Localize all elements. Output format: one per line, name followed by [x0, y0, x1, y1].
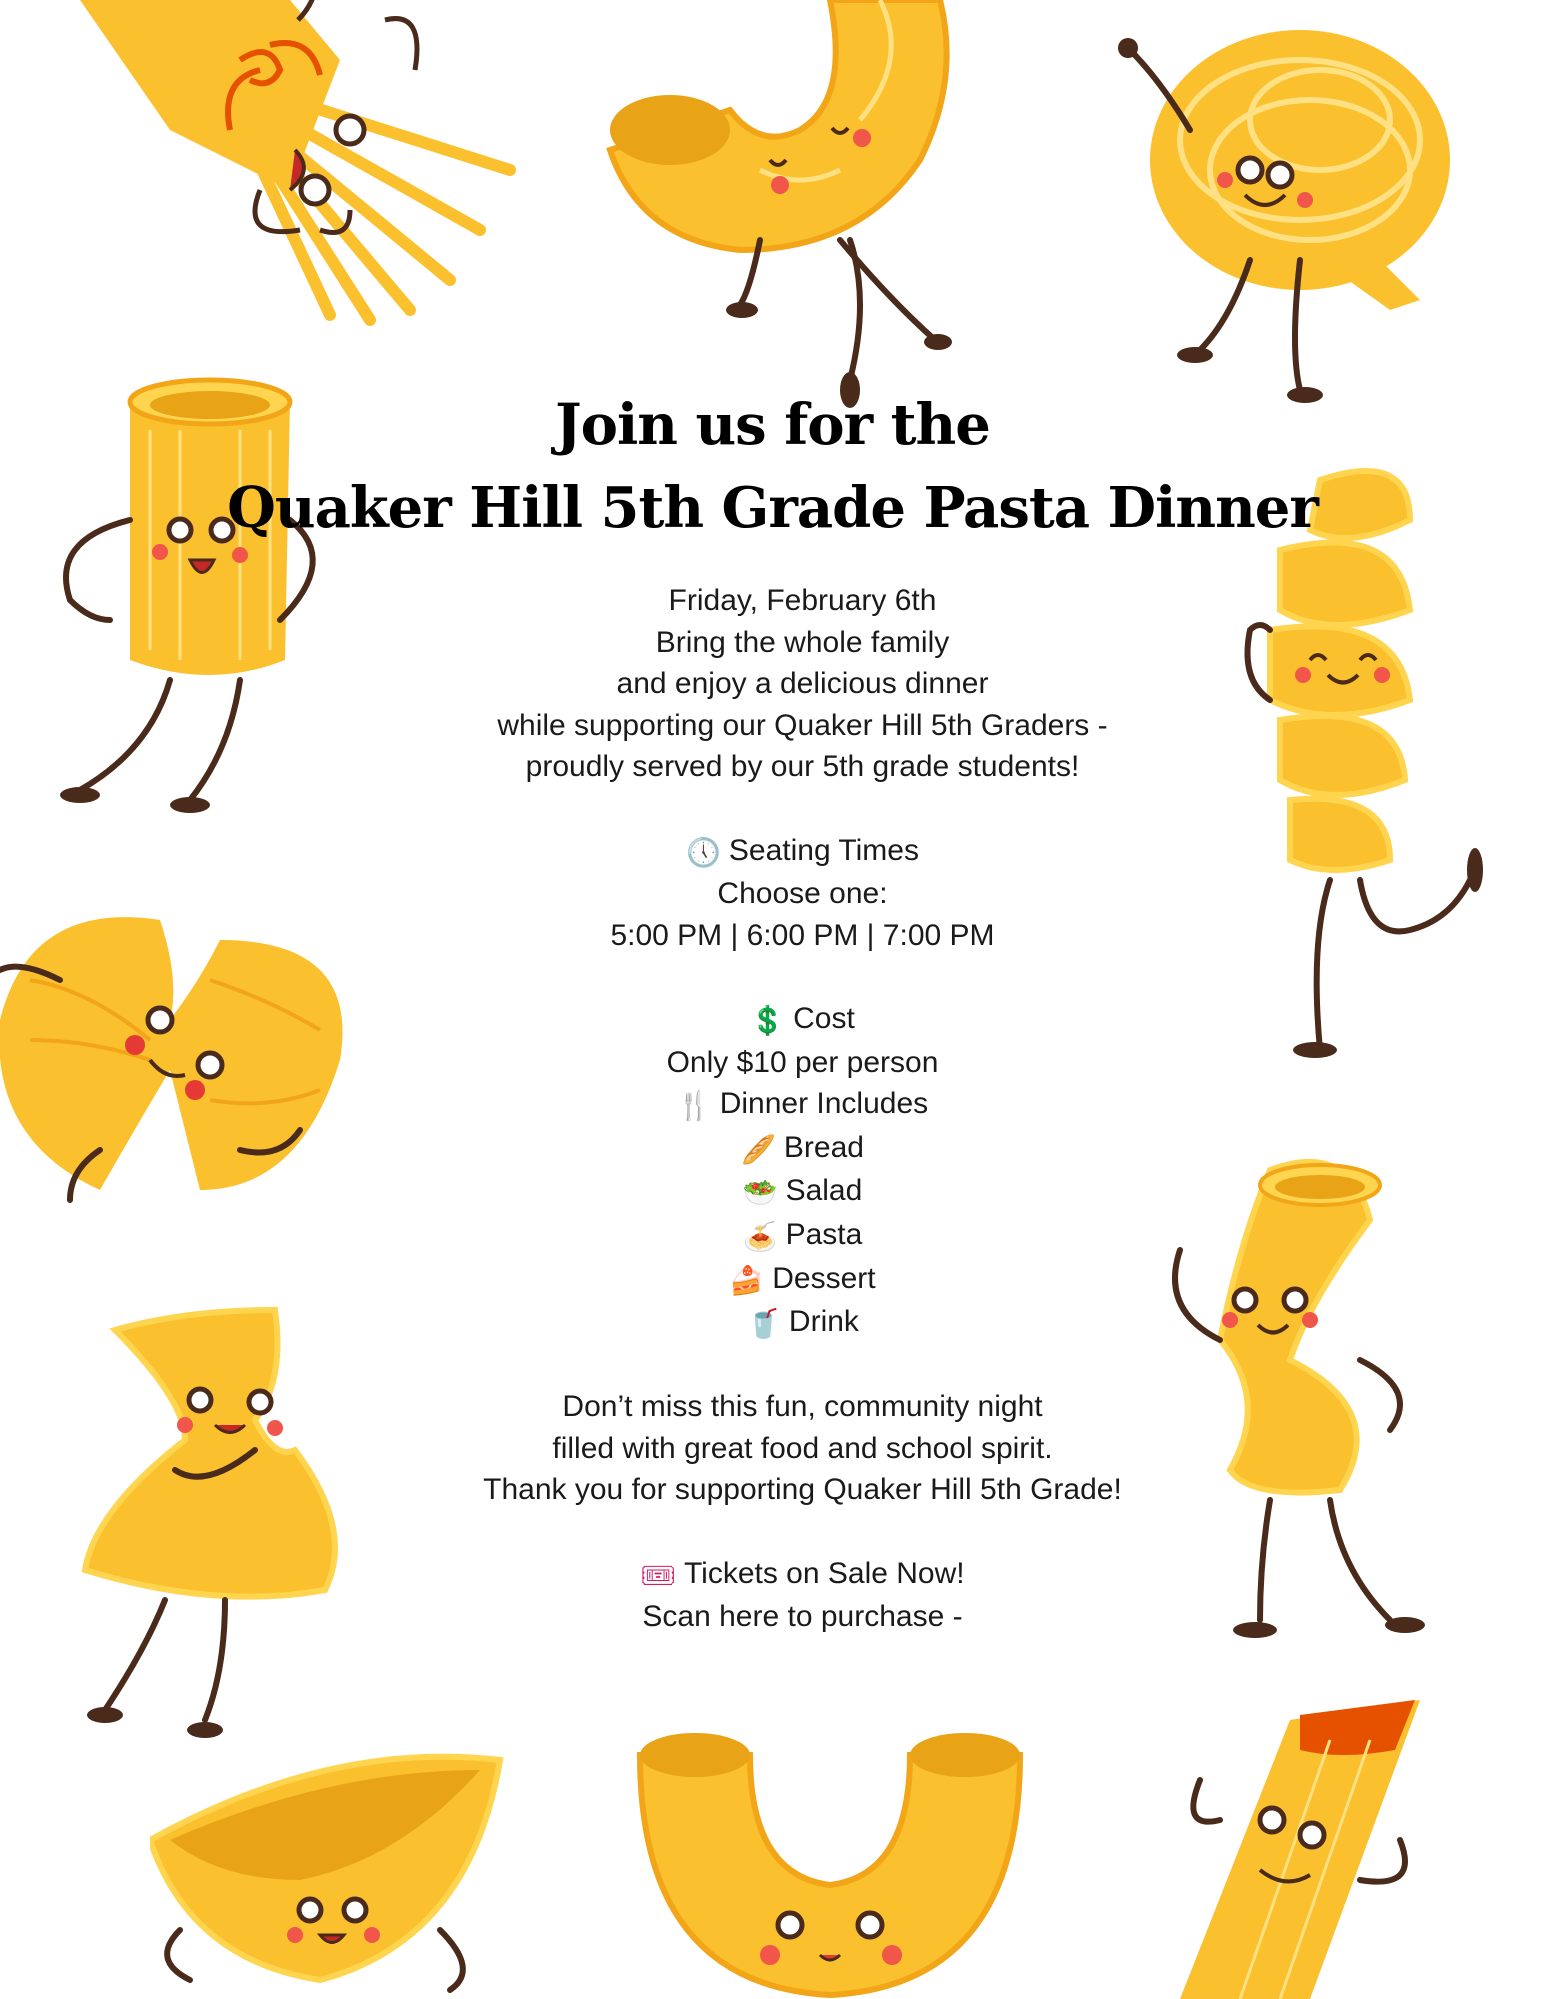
- closing-line-2: filled with great food and school spirit.: [552, 1431, 1053, 1465]
- closing-line-1: Don’t miss this fun, community night: [562, 1390, 1043, 1424]
- spaghetti-icon: 🍝: [742, 1220, 778, 1252]
- menu-item: 🥗 Salad: [0, 1170, 1545, 1214]
- event-date: Friday, February 6th: [668, 584, 937, 617]
- closing-line-3: Thank you for supporting Quaker Hill 5th Grade!: [483, 1473, 1122, 1507]
- tickets-heading: 🎟 Tickets on Sale Now!: [0, 1553, 1545, 1597]
- intro-line-3: and enjoy a delicious dinner: [616, 667, 989, 701]
- menu-heading: 🍴 Dinner Includes: [0, 1083, 1545, 1127]
- cup-icon: 🥤: [746, 1308, 781, 1340]
- salad-icon: 🥗: [742, 1177, 778, 1209]
- spacer: [0, 956, 1545, 998]
- tagliatelle-nest-illustration: [1100, 20, 1460, 410]
- clock-icon: 🕔: [686, 836, 721, 868]
- spaghetti-bundle-illustration: [40, 0, 530, 330]
- spacer: [0, 1511, 1545, 1553]
- spacer: [0, 1345, 1545, 1387]
- dollar-icon: 💲: [750, 1004, 786, 1036]
- intro-line-5: proudly served by our 5th grade students!: [525, 750, 1080, 784]
- menu-item: 🍰 Dessert: [0, 1258, 1545, 1302]
- cost-price: Only $10 per person: [666, 1045, 939, 1079]
- shell-pasta-illustration: [150, 1740, 510, 1999]
- horseshoe-macaroni-illustration: [630, 1715, 1030, 1999]
- baguette-icon: 🥖: [741, 1133, 776, 1165]
- intro-line-4: while supporting our Quaker Hill 5th Graders -: [497, 708, 1108, 742]
- penne-illustration: [1160, 1700, 1460, 1999]
- cake-icon: 🍰: [729, 1264, 765, 1296]
- title-line-1: Join us for the: [555, 392, 990, 458]
- seating-heading: 🕔 Seating Times: [0, 830, 1545, 874]
- menu-item: 🥤 Drink: [0, 1301, 1545, 1345]
- fork-knife-icon: 🍴: [676, 1090, 712, 1122]
- spacer: [0, 788, 1545, 830]
- elbow-macaroni-illustration: [600, 0, 960, 410]
- menu-item: 🍝 Pasta: [0, 1214, 1545, 1258]
- intro-line-2: Bring the whole family: [655, 625, 950, 659]
- tickets-scan: Scan here to purchase -: [642, 1600, 963, 1634]
- cost-heading: 💲 Cost: [0, 998, 1545, 1042]
- flyer-body: [0, 580, 1545, 1638]
- title-line-2: Quaker Hill 5th Grade Pasta Dinner: [227, 475, 1318, 541]
- seating-times: 5:00 PM | 6:00 PM | 7:00 PM: [610, 918, 995, 952]
- ticket-icon: 🎟: [640, 1559, 676, 1591]
- menu-item: 🥖 Bread: [0, 1127, 1545, 1171]
- seating-choose: Choose one:: [717, 877, 888, 911]
